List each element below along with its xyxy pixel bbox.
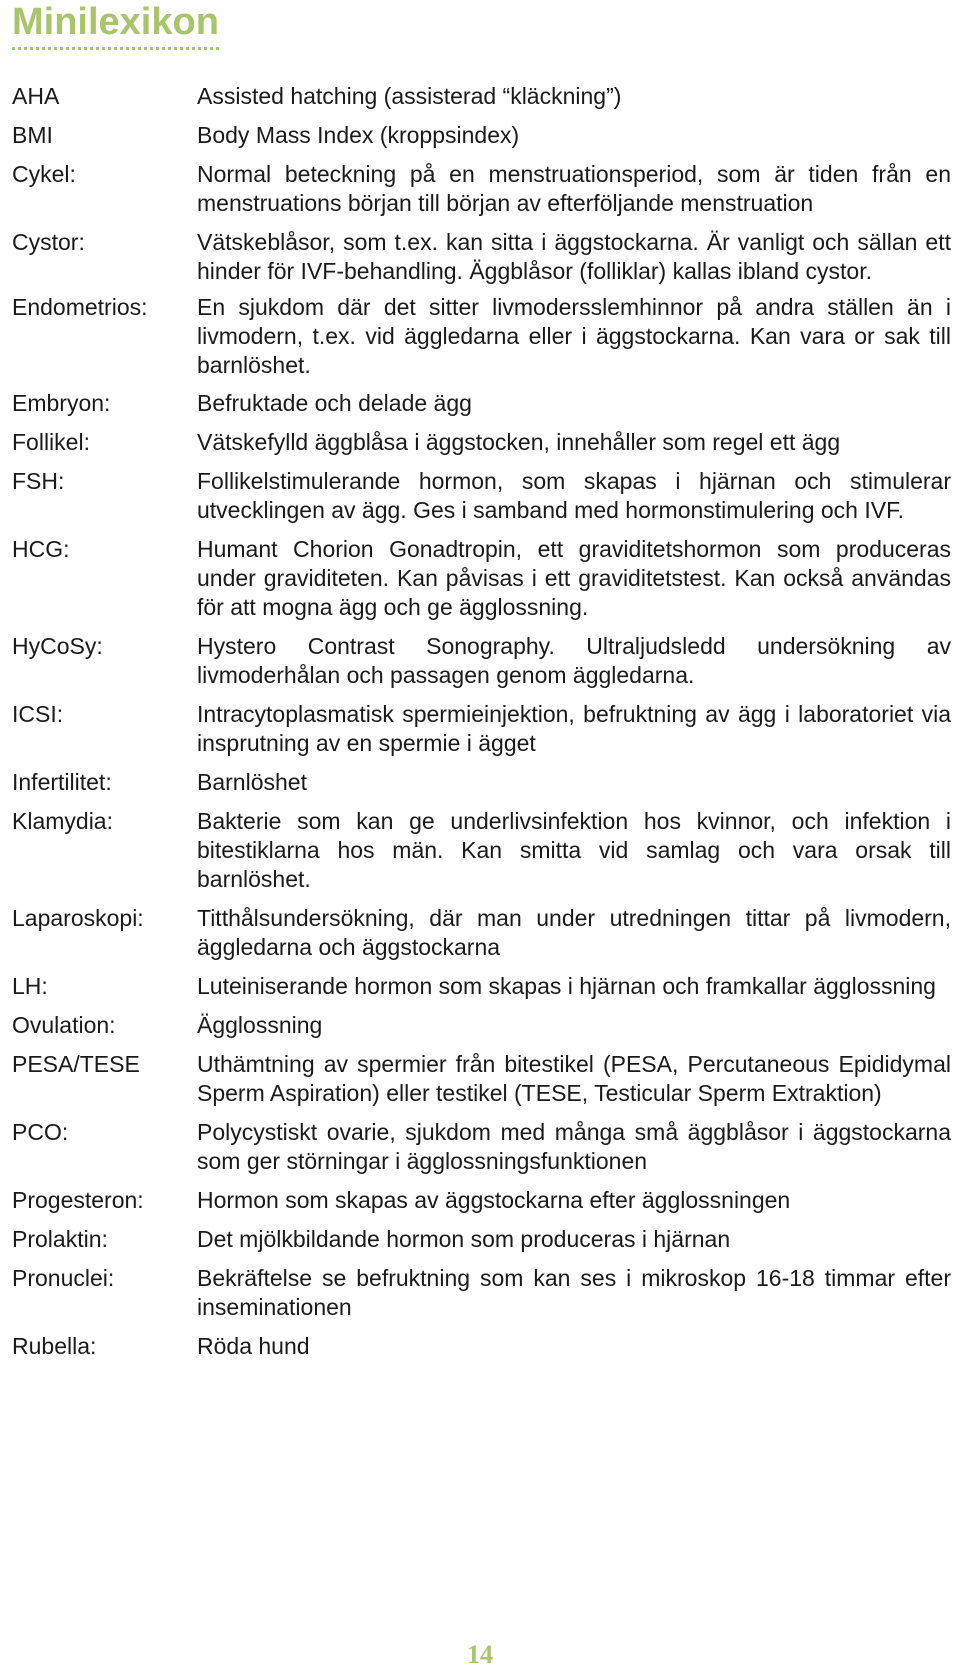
glossary-entry-lh <box>12 972 956 1001</box>
glossary-term: Rubella: <box>12 1333 97 1359</box>
glossary-term: FSH: <box>12 468 65 494</box>
glossary-term: Cystor: <box>12 229 85 255</box>
glossary-entry-aha <box>12 82 956 111</box>
glossary-definition: Titthålsundersökning, där man under utredningen tittar på livmodern, äggledarna och äggstockarna <box>197 905 951 960</box>
glossary-entry-hycosy <box>12 632 956 690</box>
glossary-definition: En sjukdom där det sitter livmodersslemhinnor på andra ställen än i livmodern, t.ex. vid äggledarna eller i äggstockarna. Kan vara or sak till barnlöshet. <box>197 294 951 378</box>
glossary-term: ICSI: <box>12 701 64 727</box>
page-title: Minilexikon <box>12 0 219 50</box>
glossary-entry-klamydia <box>12 807 956 894</box>
glossary-entry-follikel <box>12 428 956 457</box>
glossary-entry-fsh <box>12 467 956 525</box>
glossary-term: HyCoSy: <box>12 633 103 659</box>
glossary-definition: Ägglossning <box>197 1012 323 1038</box>
glossary-term: LH: <box>12 973 48 999</box>
glossary-definition: Polycystiskt ovarie, sjukdom med många små äggblåsor i äggstockarna som ger störningar i ägglossningsfunktionen <box>197 1119 951 1174</box>
glossary-definition: Röda hund <box>197 1333 310 1359</box>
glossary-definition: Bekräftelse se befruktning som kan ses i mikroskop 16-18 timmar efter inseminationen <box>197 1265 951 1320</box>
glossary-definition: Det mjölkbildande hormon som produceras i hjärnan <box>197 1226 731 1252</box>
glossary-entry-bmi <box>12 121 956 150</box>
glossary-definition: Assisted hatching (assisterad “kläckning”) <box>197 83 622 109</box>
glossary-definition: Barnlöshet <box>197 769 307 795</box>
page-number: 14 <box>467 1640 493 1669</box>
glossary-definition: Luteiniserande hormon som skapas i hjärnan och framkallar ägglossning <box>197 973 936 999</box>
glossary-term: HCG: <box>12 536 70 562</box>
glossary-entry-rubella <box>12 1332 956 1361</box>
glossary-entry-infertilitet <box>12 768 956 797</box>
glossary-entry-endometrios <box>12 293 956 380</box>
glossary-term: Endometrios: <box>12 294 148 320</box>
glossary-definition: Follikelstimulerande hormon, som skapas i hjärnan och stimulerar utvecklingen av ägg. Ges i samband med hormonstimulering och IVF. <box>197 468 951 523</box>
glossary-entry-pco <box>12 1118 956 1176</box>
glossary-definition: Befruktade och delade ägg <box>197 390 472 416</box>
glossary-term: Prolaktin: <box>12 1226 108 1252</box>
glossary-entry-hcg <box>12 535 956 622</box>
glossary-definition: Uthämtning av spermier från bitestikel (PESA, Percutaneous Epididymal Sperm Aspiration) eller testikel (TESE, Testicular Sperm Extraktion) <box>197 1051 951 1106</box>
glossary-entry-embryon <box>12 389 956 418</box>
glossary-entry-cykel <box>12 160 956 218</box>
glossary-term: Pronuclei: <box>12 1265 115 1291</box>
glossary-entry-icsi <box>12 700 956 758</box>
glossary-term: AHA <box>12 83 60 109</box>
glossary-definition: Intracytoplasmatisk spermieinjektion, befruktning av ägg i laboratoriet via insprutning av en spermie i ägget <box>197 701 951 756</box>
glossary-list <box>12 82 956 1361</box>
glossary-term: Embryon: <box>12 390 111 416</box>
glossary-term: PCO: <box>12 1119 69 1145</box>
glossary-definition: Normal beteckning på en menstruationsperiod, som är tiden från en menstruations början till början av efterföljande menstruation <box>197 161 951 216</box>
glossary-entry-cystor <box>12 228 956 286</box>
glossary-definition: Bakterie som kan ge underlivsinfektion hos kvinnor, och infektion i bitestiklarna hos män. Kan smitta vid samlag och vara orsak till barnlöshet. <box>197 808 951 892</box>
glossary-term: Infertilitet: <box>12 769 112 795</box>
glossary-term: Klamydia: <box>12 808 113 834</box>
glossary-definition: Hormon som skapas av äggstockarna efter ägglossningen <box>197 1187 791 1213</box>
glossary-definition: Vätskefylld äggblåsa i äggstocken, innehåller som regel ett ägg <box>197 429 841 455</box>
glossary-term: PESA/TESE <box>12 1051 140 1077</box>
glossary-entry-ovulation <box>12 1011 956 1040</box>
glossary-term: Cykel: <box>12 161 76 187</box>
glossary-definition: Humant Chorion Gonadtropin, ett graviditetshormon som produceras under graviditeten. Kan påvisas i ett graviditetstest. Kan också användas för att mogna ägg och ge ägglossning. <box>197 536 951 620</box>
glossary-entry-pesa-tese <box>12 1050 956 1108</box>
glossary-term: Laparoskopi: <box>12 905 144 931</box>
glossary-entry-prolaktin <box>12 1225 956 1254</box>
glossary-term: Progesteron: <box>12 1187 144 1213</box>
glossary-entry-pronuclei <box>12 1264 956 1322</box>
glossary-term: BMI <box>12 122 53 148</box>
glossary-definition: Body Mass Index (kroppsindex) <box>197 122 520 148</box>
glossary-definition: Vätskeblåsor, som t.ex. kan sitta i äggstockarna. Är vanligt och sällan ett hinder för IVF-behandling. Äggblåsor (folliklar) kallas ibland cystor. <box>197 229 951 284</box>
glossary-entry-progesteron <box>12 1186 956 1215</box>
glossary-term: Follikel: <box>12 429 90 455</box>
glossary-definition: Hystero Contrast Sonography. Ultraljudsledd undersökning av livmoderhålan och passagen genom äggledarna. <box>197 633 951 688</box>
glossary-term: Ovulation: <box>12 1012 116 1038</box>
glossary-entry-laparoskopi <box>12 904 956 962</box>
